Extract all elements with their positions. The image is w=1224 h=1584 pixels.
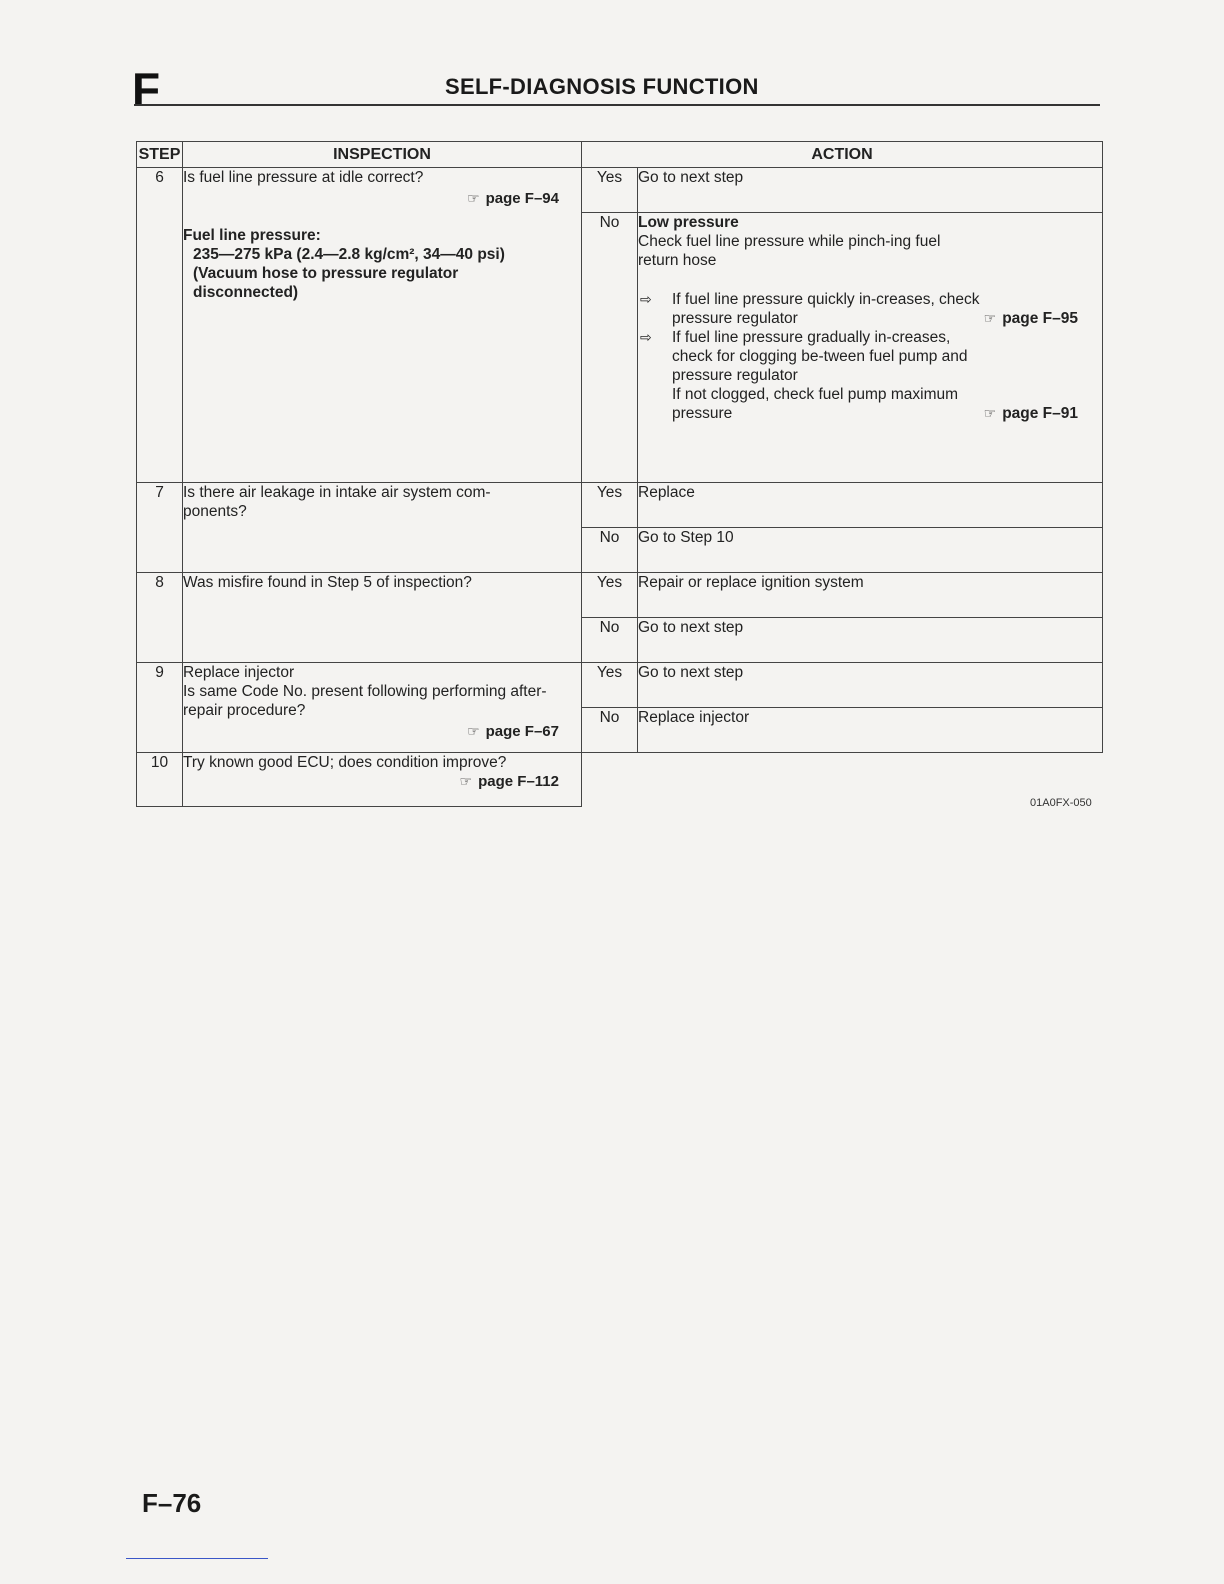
list-item: ⇨ If fuel line pressure gradually in-creases, check for clogging be-tween fuel pump and pressure regulator bbox=[640, 329, 968, 384]
inspection-text: Is same Code No. present following performing after-repair procedure? bbox=[183, 683, 547, 719]
table-row bbox=[137, 663, 1103, 708]
yes-action: Replace bbox=[638, 483, 1103, 528]
yes-label: Yes bbox=[582, 168, 638, 213]
action-header: ACTION bbox=[582, 142, 1103, 168]
table-row bbox=[137, 573, 1103, 618]
table-row bbox=[137, 753, 1103, 807]
empty-cell bbox=[582, 753, 1103, 807]
page-title: SELF-DIAGNOSIS FUNCTION bbox=[445, 74, 759, 99]
list-item: ⇨ If fuel line pressure quickly in-creases, check pressure regulator ☞ page F–95 bbox=[640, 291, 1079, 327]
inspection-text: Was misfire found in Step 5 of inspection? bbox=[183, 573, 582, 663]
no-label: No bbox=[582, 528, 638, 573]
page-reference: ☞ page F–95 bbox=[983, 310, 1079, 327]
table-header-row bbox=[137, 142, 1103, 168]
yes-action: Go to next step bbox=[638, 168, 1103, 213]
no-label: No bbox=[582, 213, 638, 483]
no-action-text: Check fuel line pressure while pinch-ing fuel return hose bbox=[638, 233, 941, 269]
step-number: 7 bbox=[137, 483, 183, 573]
step-number: 6 bbox=[137, 168, 183, 483]
fuel-pressure-spec: Fuel line pressure: 235—275 kPa (2.4—2.8 kg/cm², 34—40 psi) (Vacuum hose to pressure regulator disconnected) bbox=[183, 227, 505, 301]
no-action: Go to Step 10 bbox=[638, 528, 1103, 573]
no-action: Replace injector bbox=[638, 708, 1103, 753]
bottom-rule bbox=[126, 1558, 268, 1559]
right-arrow-icon: ⇨ bbox=[640, 291, 652, 307]
pointing-hand-icon: ☞ bbox=[467, 723, 480, 739]
table-row bbox=[137, 483, 1103, 528]
page-reference: ☞ page F–112 bbox=[459, 773, 559, 790]
step-header: STEP bbox=[137, 142, 183, 168]
page-reference: ☞ page F–94 bbox=[467, 190, 559, 207]
yes-label: Yes bbox=[582, 663, 638, 708]
pointing-hand-icon: ☞ bbox=[983, 405, 997, 421]
inspection-text: Is fuel line pressure at idle correct? bbox=[183, 169, 424, 186]
page-number: F–76 bbox=[142, 1488, 202, 1518]
figure-code: 01A0FX-050 bbox=[1030, 797, 1092, 809]
yes-action: Repair or replace ignition system bbox=[638, 573, 1103, 618]
right-arrow-icon: ⇨ bbox=[640, 329, 652, 345]
inspection-text: Is there air leakage in intake air system com-ponents? bbox=[183, 483, 582, 573]
no-action bbox=[638, 213, 1103, 483]
inspection-cell bbox=[183, 663, 582, 753]
header-rule bbox=[134, 104, 1100, 106]
page-reference: ☞ page F–67 bbox=[467, 723, 559, 740]
inspection-cell bbox=[183, 753, 582, 807]
diagnosis-table bbox=[136, 141, 1103, 807]
yes-action: Go to next step bbox=[638, 663, 1103, 708]
pointing-hand-icon: ☞ bbox=[983, 310, 997, 326]
no-label: No bbox=[582, 708, 638, 753]
inspection-text: Replace injector bbox=[183, 664, 295, 681]
step-number: 8 bbox=[137, 573, 183, 663]
no-action: Go to next step bbox=[638, 618, 1103, 663]
section-letter: F bbox=[132, 63, 161, 115]
list-item: If not clogged, check fuel pump maximum pressure ☞ page F–91 bbox=[672, 386, 1079, 422]
low-pressure-title: Low pressure bbox=[638, 214, 739, 231]
inspection-text: Try known good ECU; does condition improve? bbox=[183, 754, 507, 771]
page-reference: ☞ page F–91 bbox=[983, 405, 1079, 422]
step-number: 9 bbox=[137, 663, 183, 753]
table-row bbox=[137, 168, 1103, 213]
no-label: No bbox=[582, 618, 638, 663]
inspection-header: INSPECTION bbox=[183, 142, 582, 168]
pointing-hand-icon: ☞ bbox=[459, 773, 473, 789]
step-number: 10 bbox=[137, 753, 183, 807]
yes-label: Yes bbox=[582, 573, 638, 618]
yes-label: Yes bbox=[582, 483, 638, 528]
pointing-hand-icon: ☞ bbox=[467, 190, 480, 206]
action-bullets bbox=[638, 290, 1102, 423]
inspection-cell bbox=[183, 168, 582, 483]
